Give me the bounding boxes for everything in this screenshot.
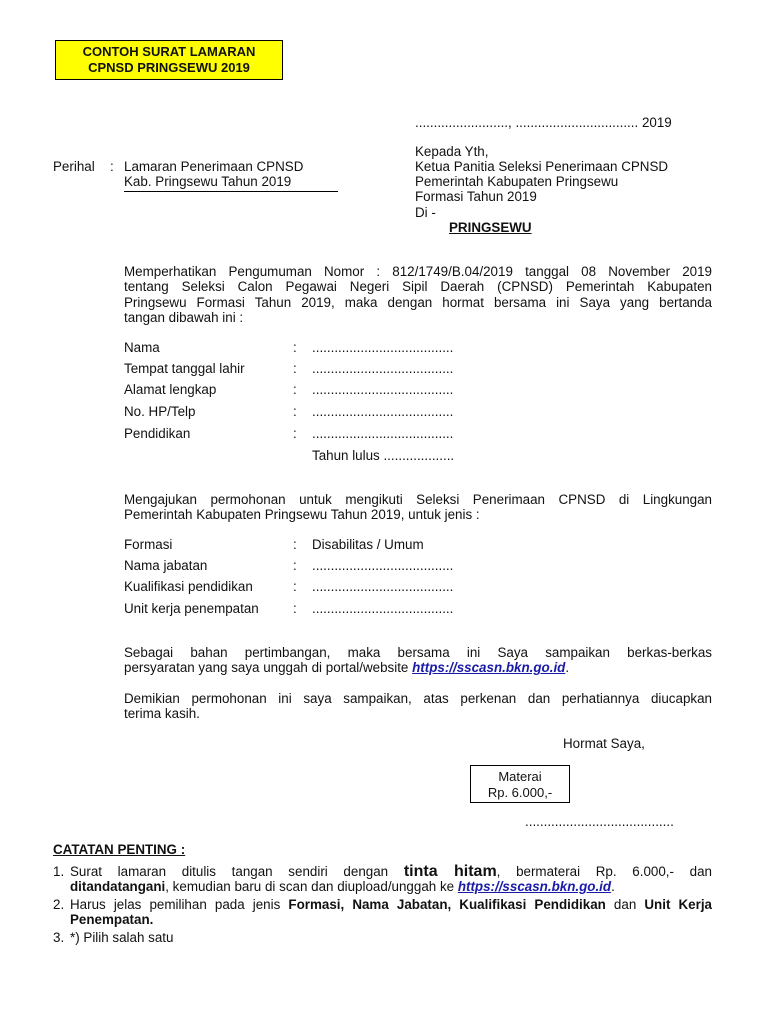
note-1-line-1 [70, 864, 712, 880]
field-label-nama: Nama [124, 340, 160, 355]
note-1-link[interactable]: https://sscasn.bkn.go.id [457, 879, 612, 894]
field-colon: : [293, 558, 297, 573]
field-label-alamat: Alamat lengkap [124, 382, 217, 397]
note-1-text-b: , bermaterai Rp. 6.000,- dan [496, 864, 712, 879]
note-2-line-2: Penempatan. [70, 912, 154, 927]
recipient-line-5: Di - [415, 205, 436, 220]
document-title-box [55, 40, 283, 80]
signature-name-line: ........................................ [525, 814, 674, 829]
consider-line-2-text: persyaratan yang saya unggah di portal/website [124, 660, 413, 675]
field-value-nama: ...................................... [312, 340, 454, 355]
materai-box [470, 765, 570, 803]
notes-heading: CATATAN PENTING : [53, 842, 186, 857]
recipient-city: PRINGSEWU [449, 220, 532, 235]
signature-greeting: Hormat Saya, [563, 736, 645, 751]
date-line: ........................., ................................. 2019 [415, 115, 672, 130]
recipient-line-3: Pemerintah Kabupaten Pringsewu [415, 174, 619, 189]
title-line-2: CPNSD PRINGSEWU 2019 [88, 60, 250, 75]
apply-line-2: Pemerintah Kabupaten Pringsewu Tahun 2019, untuk jenis : [124, 507, 480, 522]
note-1-ditandatangani: ditandatangani [70, 879, 166, 894]
recipient-line-4: Formasi Tahun 2019 [415, 189, 537, 204]
note-2-bold-b: Unit Kerja [644, 897, 712, 912]
note-1-end: . [611, 879, 615, 894]
field-value-jabatan: ...................................... [312, 558, 454, 573]
intro-line-4: tangan dibawah ini : [124, 310, 244, 325]
field-colon: : [293, 361, 297, 376]
perihal-underline [124, 191, 338, 192]
field-colon: : [293, 537, 297, 552]
note-3-text: *) Pilih salah satu [70, 930, 174, 945]
field-label-hp: No. HP/Telp [124, 404, 196, 419]
closing-line-1: Demikian permohonan ini saya sampaikan, atas perkenan dan perhatiannya diucapkan [124, 691, 712, 706]
field-value-unit-kerja: ...................................... [312, 601, 454, 616]
field-label-jabatan: Nama jabatan [124, 558, 208, 573]
field-value-ttl: ...................................... [312, 361, 454, 376]
note-2-bold-a: Formasi, Nama Jabatan, Kualifikasi Pendidikan [288, 897, 606, 912]
field-colon: : [293, 426, 297, 441]
materai-label: Materai [498, 769, 542, 784]
note-1-line-2 [70, 879, 615, 895]
field-colon: : [293, 601, 297, 616]
note-1-text-c: , kemudian baru di scan dan diupload/unggah ke [165, 879, 458, 894]
closing-line-2: terima kasih. [124, 706, 200, 721]
intro-line-1: Memperhatikan Pengumuman Nomor : 812/1749/B.04/2019 tanggal 08 November 2019 [124, 264, 712, 279]
recipient-line-2: Ketua Panitia Seleksi Penerimaan CPNSD [415, 159, 669, 174]
field-label-kualifikasi: Kualifikasi pendidikan [124, 579, 253, 594]
consider-line-1: Sebagai bahan pertimbangan, maka bersama ini Saya sampaikan berkas-berkas [124, 645, 712, 660]
sscasn-link[interactable]: https://sscasn.bkn.go.id [412, 660, 566, 675]
note-number-1: 1. [53, 864, 65, 879]
apply-line-1: Mengajukan permohonan untuk mengikuti Seleksi Penerimaan CPNSD di Lingkungan [124, 492, 712, 507]
note-2-text-a: Harus jelas pemilihan pada jenis [70, 897, 289, 912]
field-value-pendidikan: ...................................... [312, 426, 454, 441]
materai-amount: Rp. 6.000,- [487, 785, 553, 800]
recipient-line-1: Kepada Yth, [415, 144, 489, 159]
field-value-alamat: ...................................... [312, 382, 454, 397]
field-label-ttl: Tempat tanggal lahir [124, 361, 245, 376]
perihal-line-1: Lamaran Penerimaan CPNSD [124, 159, 304, 174]
field-label-unit-kerja: Unit kerja penempatan [124, 601, 259, 616]
note-1-tinta-hitam: tinta hitam [403, 863, 497, 880]
field-label-formasi: Formasi [124, 537, 173, 552]
field-colon: : [293, 579, 297, 594]
perihal-colon: : [110, 159, 114, 174]
note-2-text-b: dan [605, 897, 645, 912]
title-line-1: CONTOH SURAT LAMARAN [82, 44, 256, 59]
perihal-label: Perihal [53, 159, 95, 174]
note-1-text-a: Surat lamaran ditulis tangan sendiri dengan [70, 864, 389, 879]
consider-line-2 [124, 660, 569, 676]
perihal-line-2: Kab. Pringsewu Tahun 2019 [124, 174, 292, 189]
field-colon: : [293, 382, 297, 397]
consider-line-2-end: . [565, 660, 570, 675]
tahun-lulus: Tahun lulus ................... [312, 448, 455, 463]
note-number-2: 2. [53, 897, 65, 912]
intro-line-3: Pringsewu Formasi Tahun 2019, maka dengan hormat bersama ini Saya yang bertanda [124, 295, 712, 310]
field-colon: : [293, 404, 297, 419]
note-2-line-1 [70, 897, 712, 913]
note-number-3: 3. [53, 930, 65, 945]
field-value-formasi: Disabilitas / Umum [312, 537, 424, 552]
intro-line-2: tentang Seleksi Calon Pegawai Negeri Sipil Daerah (CPNSD) Pemerintah Kabupaten [124, 279, 712, 294]
field-colon: : [293, 340, 297, 355]
field-value-hp: ...................................... [312, 404, 454, 419]
field-value-kualifikasi: ...................................... [312, 579, 454, 594]
field-label-pendidikan: Pendidikan [124, 426, 191, 441]
